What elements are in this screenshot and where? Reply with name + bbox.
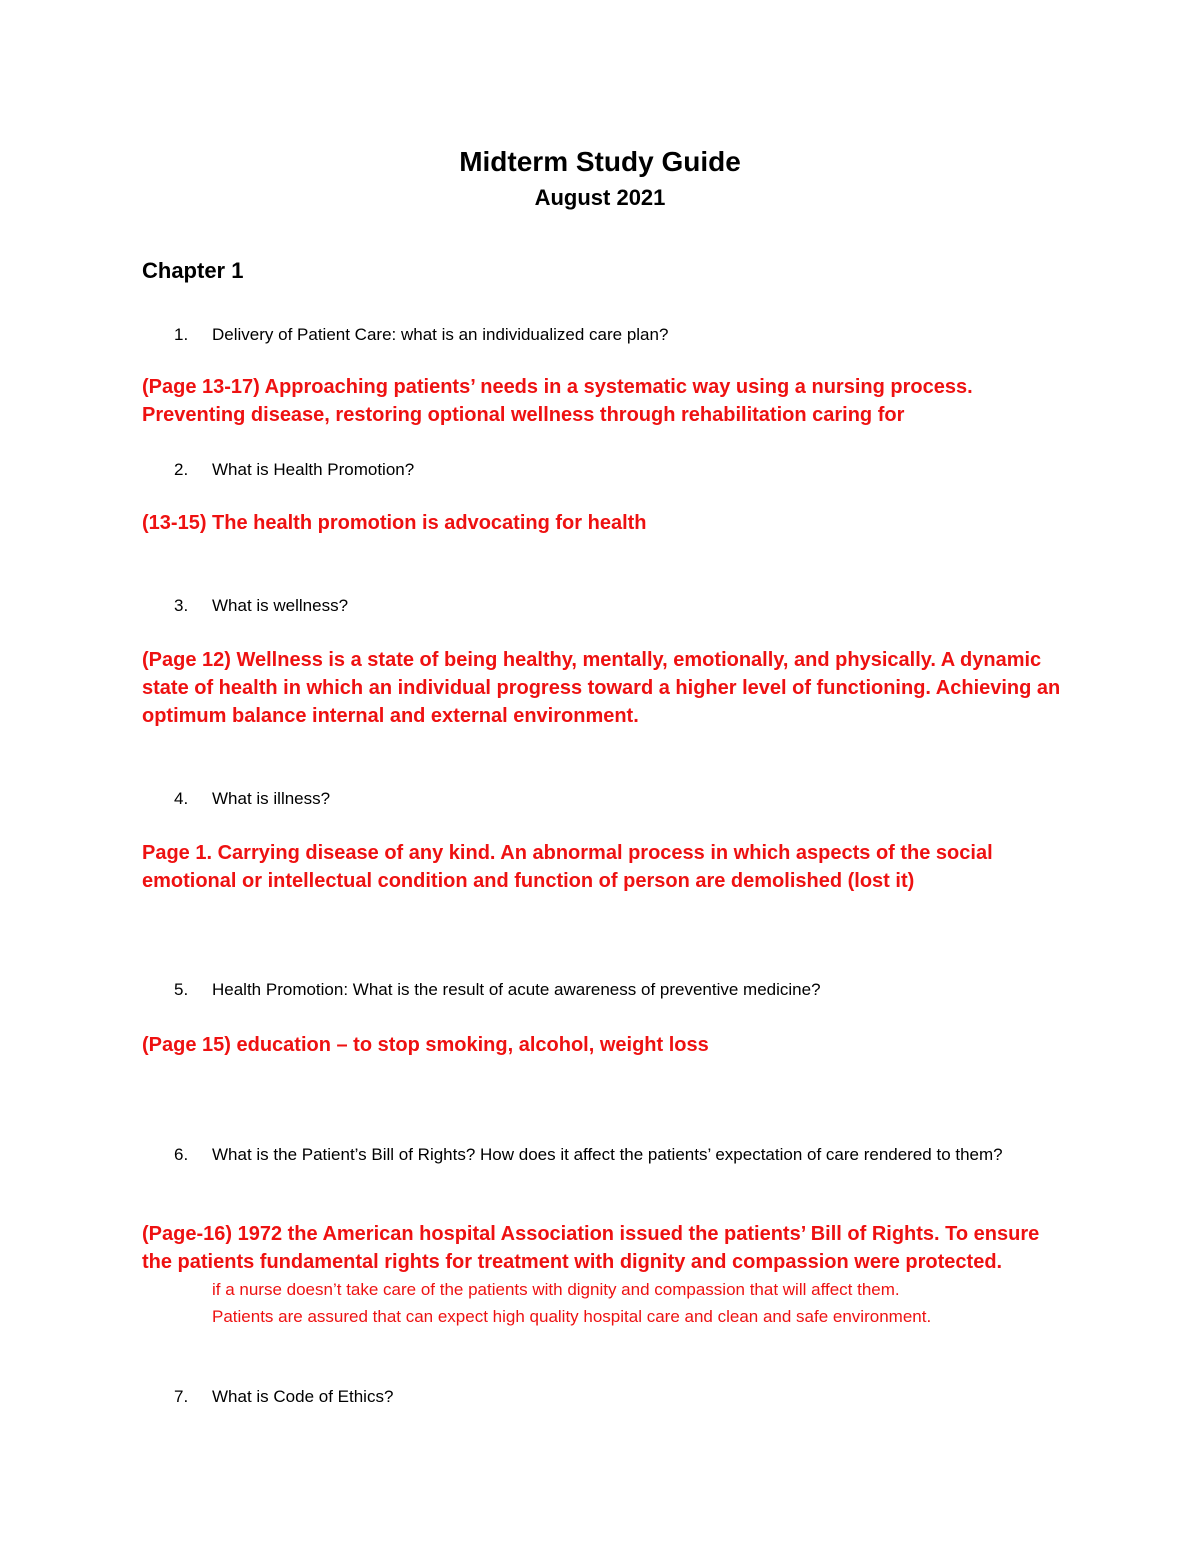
question-text: What is the Patient’s Bill of Rights? How does it affect the patients’ expectation of care rendered to them?: [212, 1145, 1003, 1164]
question-text: Health Promotion: What is the result of acute awareness of preventive medicine?: [212, 980, 821, 999]
question-text: What is illness?: [212, 789, 331, 808]
question-3: [174, 592, 1074, 619]
question-number: 2.: [174, 460, 189, 479]
answer-3: (Page 12) Wellness is a state of being healthy, mentally, emotionally, and physically. A dynamic state of health in which an individual progress toward a higher level of functioning. Achieving an optimum balance internal and external environment.: [142, 649, 1061, 727]
question-number: 4.: [174, 789, 189, 808]
question-text: What is wellness?: [212, 596, 349, 615]
answer-6: (Page-16) 1972 the American hospital Association issued the patients’ Bill of Rights. To ensure the patients fundamental rights for treatment with dignity and compassion were protected.: [142, 1223, 1040, 1273]
chapter-heading: Chapter 1: [142, 258, 244, 283]
question-text: What is Code of Ethics?: [212, 1387, 394, 1406]
question-6: [174, 1141, 1074, 1168]
answer-5: (Page 15) education – to stop smoking, alcohol, weight loss: [142, 1034, 709, 1056]
question-5: [174, 976, 1074, 1003]
question-number: 1.: [174, 325, 189, 344]
answer-2: (13-15) The health promotion is advocating for health: [142, 512, 647, 534]
question-2: [174, 456, 1074, 483]
question-text: What is Health Promotion?: [212, 460, 415, 479]
question-1: [174, 321, 1074, 348]
question-number: 7.: [174, 1387, 189, 1406]
question-number: 5.: [174, 980, 189, 999]
document-title: Midterm Study Guide: [459, 146, 741, 177]
question-7: [174, 1383, 1074, 1410]
answer-1: (Page 13-17) Approaching patients’ needs in a systematic way using a nursing process. Preventing disease, restoring optional wellness through rehabilitation caring for: [142, 376, 973, 426]
answer-6-note-2: Patients are assured that can expect high quality hospital care and clean and safe environment.: [212, 1307, 932, 1326]
document-subtitle: August 2021: [534, 185, 666, 210]
question-number: 3.: [174, 596, 189, 615]
question-text: Delivery of Patient Care: what is an individualized care plan?: [212, 325, 669, 344]
question-4: [174, 785, 1074, 812]
answer-4: Page 1. Carrying disease of any kind. An abnormal process in which aspects of the social emotional or intellectual condition and function of person are demolished (lost it): [142, 842, 993, 892]
answer-6-note-1: if a nurse doesn’t take care of the patients with dignity and compassion that will affect them.: [212, 1280, 900, 1299]
question-number: 6.: [174, 1145, 189, 1164]
